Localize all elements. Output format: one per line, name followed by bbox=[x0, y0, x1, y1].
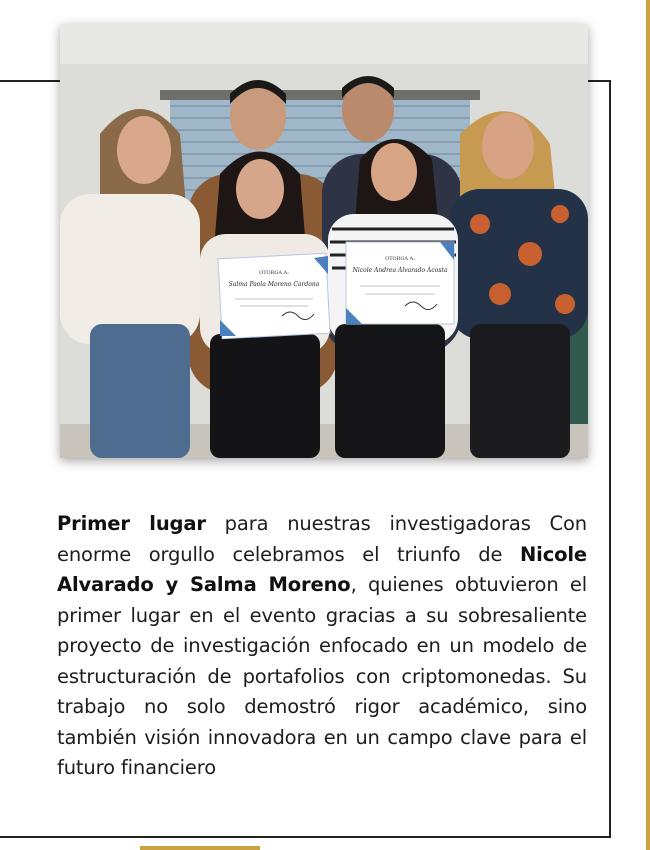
group-photo bbox=[60, 24, 588, 458]
gold-edge-stripe bbox=[646, 0, 650, 850]
caption-names: Nicole Alvarado y Salma Moreno bbox=[57, 542, 587, 596]
caption-text bbox=[57, 509, 587, 784]
caption-part1: para nuestras investigadoras Con enorme orgullo celebramos el triunfo de bbox=[57, 512, 587, 566]
gold-bottom-bar bbox=[140, 846, 260, 850]
certificate-right-heading: OTORGA A: bbox=[385, 256, 415, 262]
caption-part2: , quienes obtuvieron el primer lugar en el evento gracias a su sobresaliente proyecto de investigación enfocado en un modelo de estructuración de portafolios con criptomonedas. Su trabajo no solo demostró rigor académico, sino también visión innovadora en un campo clave para el futuro financiero bbox=[57, 573, 587, 779]
caption-lead: Primer lugar bbox=[57, 512, 206, 535]
certificate-left-heading: OTORGA A: bbox=[259, 270, 289, 276]
certificate-right-name: Nicole Andrea Alvarado Acosta bbox=[352, 267, 448, 274]
certificate-left-name: Salma Paola Moreno Cardona bbox=[228, 281, 320, 288]
